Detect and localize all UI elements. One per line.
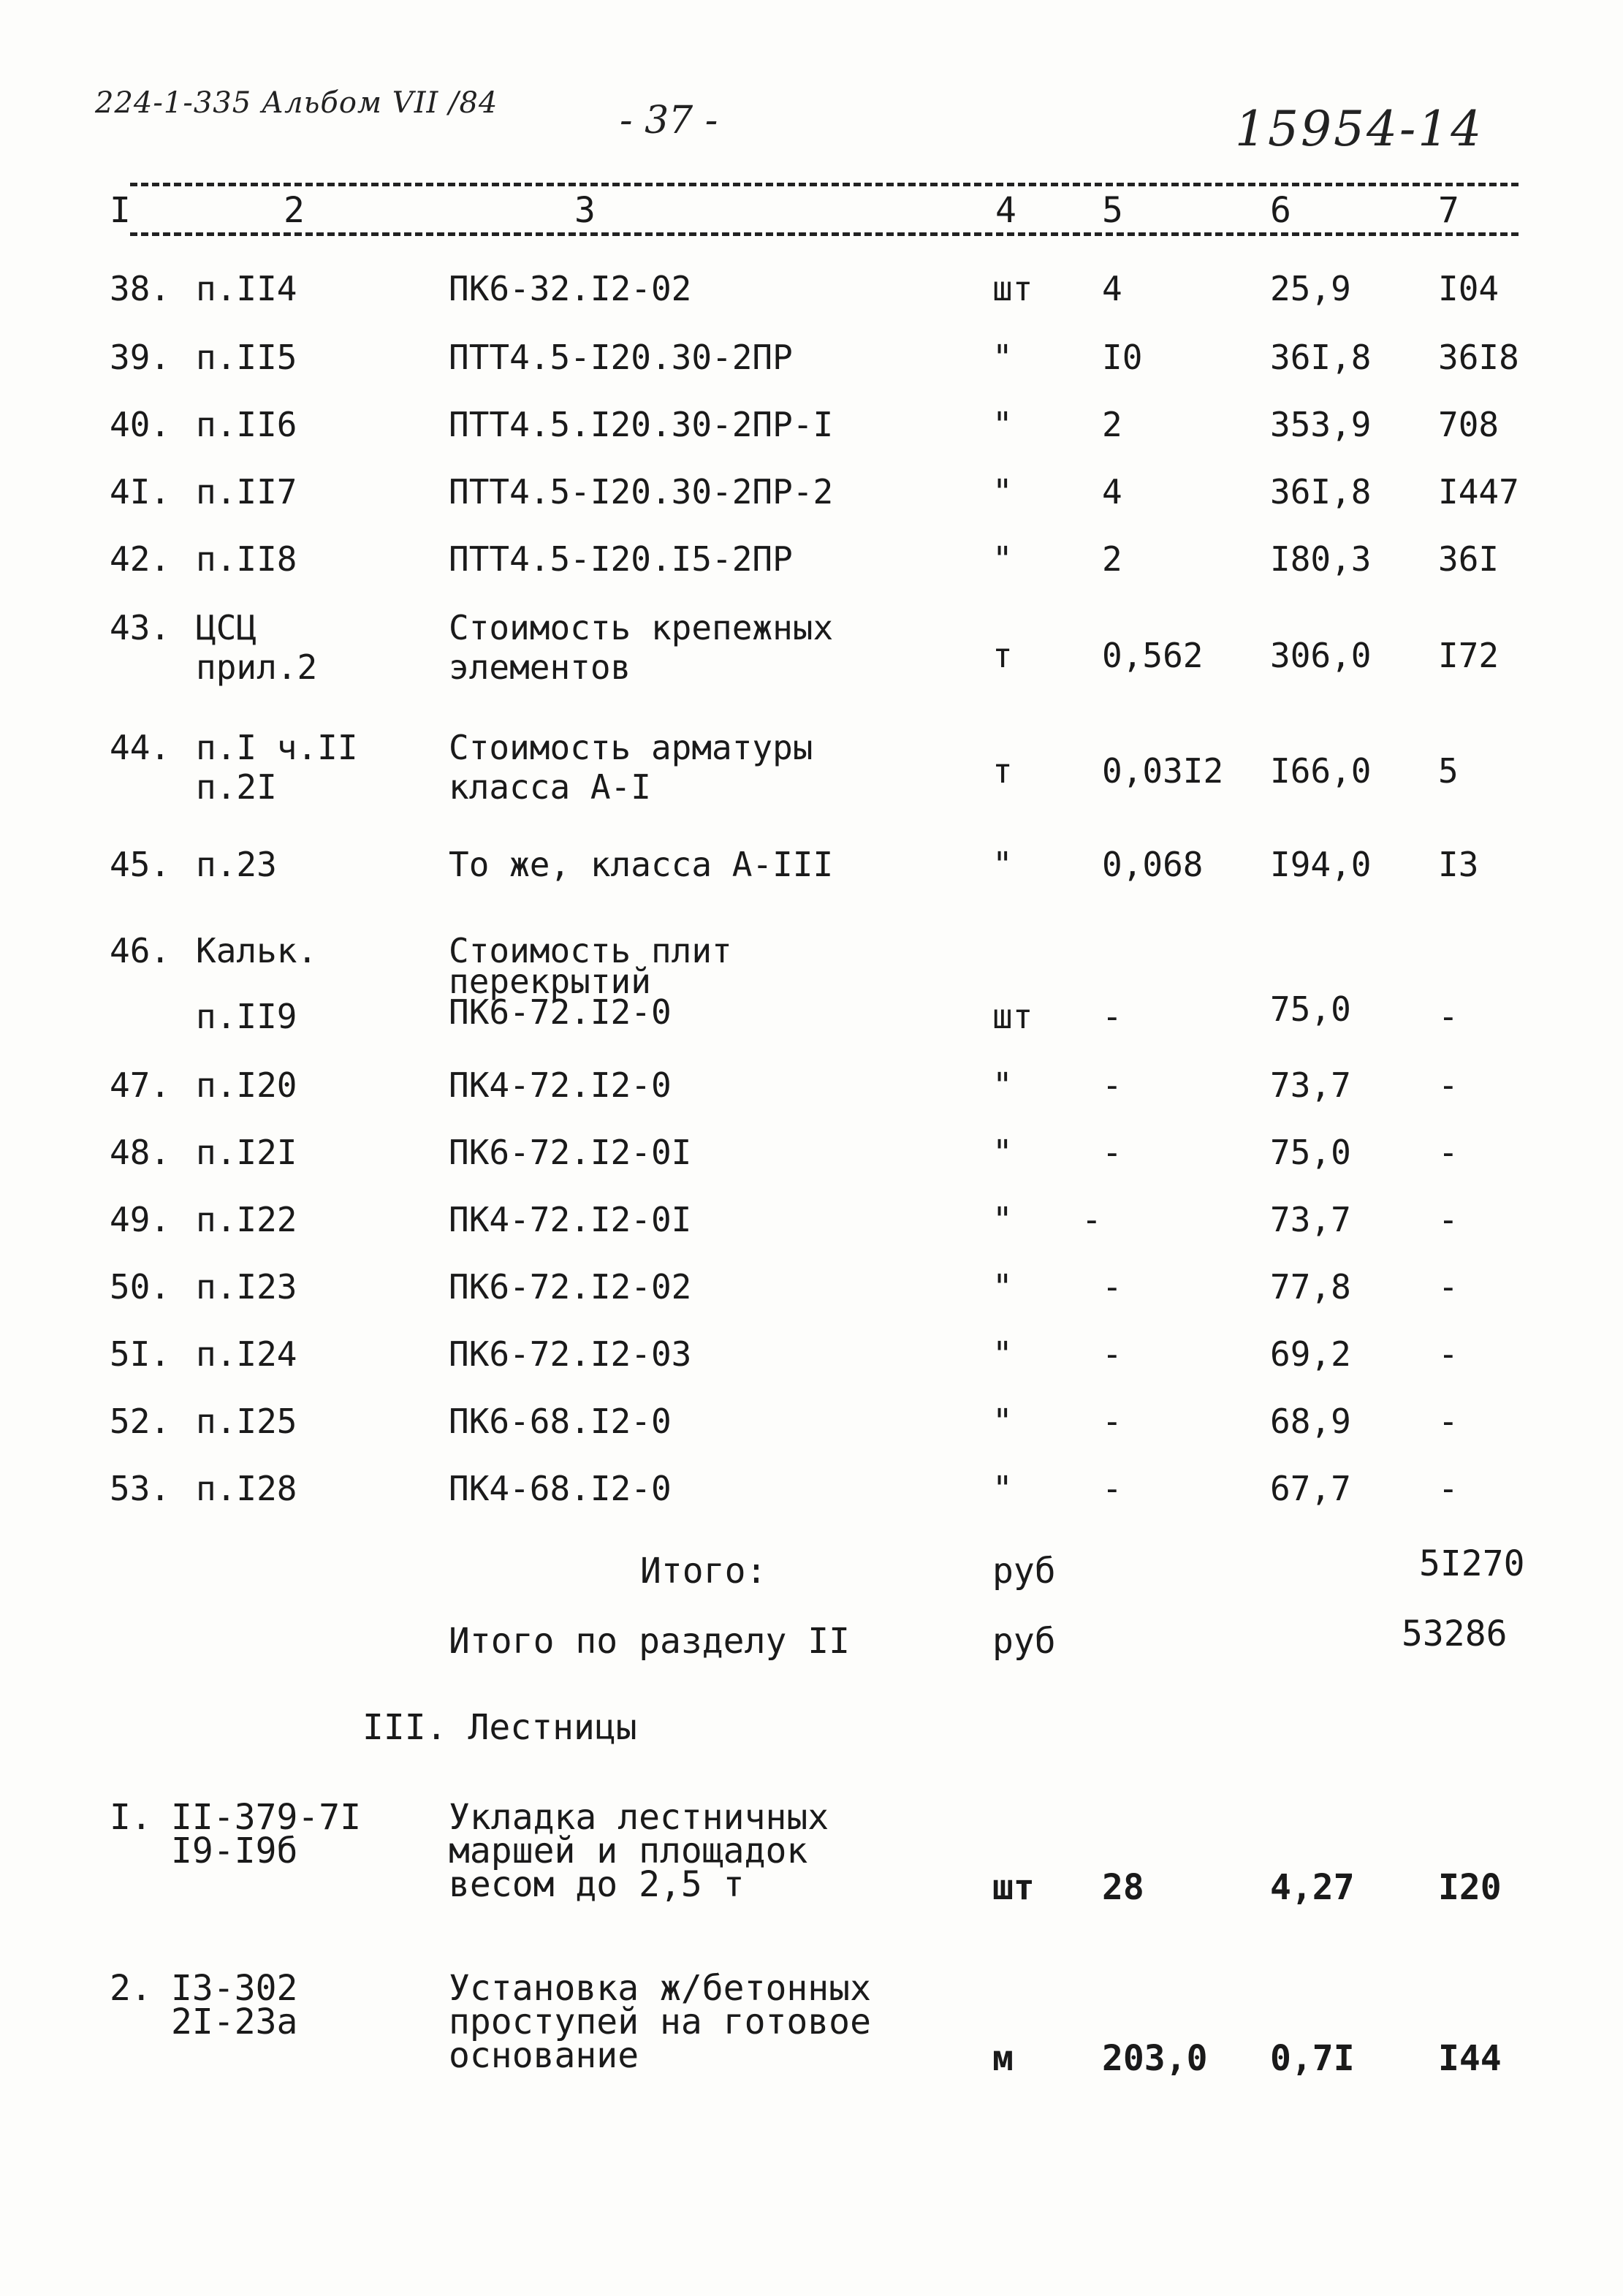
row-total: I72 bbox=[1438, 636, 1500, 675]
row-price: 67,7 bbox=[1270, 1469, 1351, 1508]
row-quantity: - bbox=[1102, 1133, 1122, 1172]
row-name: Стоимость плит перекрытий ПК6-72.I2-0 bbox=[449, 931, 732, 1032]
row-total: 5 bbox=[1438, 751, 1459, 791]
row-number: 49. bbox=[110, 1200, 171, 1239]
column-number-4: 4 bbox=[995, 190, 1016, 231]
row-total: I3 bbox=[1438, 845, 1479, 884]
row-number: 38. bbox=[110, 269, 171, 308]
row-number: 44. bbox=[110, 728, 171, 767]
row-total: 36I bbox=[1438, 539, 1500, 579]
row-name: ПК4-72.I2-0I bbox=[449, 1200, 692, 1239]
row-quantity: 4 bbox=[1102, 269, 1122, 308]
header-rule-bottom bbox=[130, 232, 1519, 236]
row-number: 47. bbox=[110, 1065, 171, 1105]
row-price: 75,0 bbox=[1270, 989, 1351, 1029]
row-name: ПК4-68.I2-0 bbox=[449, 1469, 672, 1508]
page-number: - 37 - bbox=[620, 99, 718, 142]
row-quantity: - bbox=[1102, 1267, 1122, 1307]
row-reference: п.I25 bbox=[196, 1402, 297, 1441]
row-reference: п.II6 bbox=[196, 405, 297, 444]
row-unit: " bbox=[992, 405, 1013, 444]
row-reference: п.I28 bbox=[196, 1469, 297, 1508]
row-quantity: 0,562 bbox=[1102, 636, 1204, 675]
row-total: - bbox=[1438, 1200, 1459, 1239]
row-number: 53. bbox=[110, 1469, 171, 1508]
column-number-5: 5 bbox=[1102, 190, 1123, 231]
row-quantity: - bbox=[1102, 997, 1122, 1036]
row-number: 39. bbox=[110, 338, 171, 377]
row-reference: I3-302 2I-23а bbox=[171, 1968, 298, 2042]
row-unit: " bbox=[992, 1200, 1013, 1239]
row-total: - bbox=[1438, 1133, 1459, 1172]
row-quantity: 28 bbox=[1102, 1867, 1144, 1908]
row-number: 2. bbox=[110, 1968, 152, 2009]
row-quantity: 2 bbox=[1102, 405, 1122, 444]
row-price: 36I,8 bbox=[1270, 338, 1372, 377]
row-quantity: 0,03I2 bbox=[1102, 751, 1224, 791]
row-number: 45. bbox=[110, 845, 171, 884]
row-quantity: - bbox=[1102, 1334, 1122, 1374]
row-total: I20 bbox=[1438, 1867, 1502, 1908]
row-total: I44 bbox=[1438, 2038, 1502, 2079]
row-total: I04 bbox=[1438, 269, 1500, 308]
row-number: 43. bbox=[110, 608, 171, 647]
row-name: ПТТ4.5-I20.I5-2ПР bbox=[449, 539, 793, 579]
row-name: ПТТ4.5-I20.30-2ПР bbox=[449, 338, 793, 377]
row-total: - bbox=[1438, 1469, 1459, 1508]
row-quantity: - bbox=[1082, 1200, 1102, 1239]
row-price: I66,0 bbox=[1270, 751, 1372, 791]
row-reference: Кальк. п.II9 bbox=[196, 931, 318, 1036]
column-number-6: 6 bbox=[1270, 190, 1291, 231]
row-name: Стоимость крепежных элементов bbox=[449, 608, 834, 687]
row-reference: п.23 bbox=[196, 845, 277, 884]
row-reference: п.II4 bbox=[196, 269, 297, 308]
row-unit: " bbox=[992, 1133, 1013, 1172]
row-unit: " bbox=[992, 1469, 1013, 1508]
section-total-label: Итого по разделу II bbox=[449, 1621, 851, 1662]
row-price: 68,9 bbox=[1270, 1402, 1351, 1441]
row-reference: п.I24 bbox=[196, 1334, 297, 1374]
row-unit: т bbox=[992, 751, 1013, 791]
row-total: 708 bbox=[1438, 405, 1500, 444]
row-price: 73,7 bbox=[1270, 1200, 1351, 1239]
row-quantity: - bbox=[1102, 1469, 1122, 1508]
row-unit: " bbox=[992, 1334, 1013, 1374]
column-number-2: 2 bbox=[284, 190, 305, 231]
row-unit: " bbox=[992, 539, 1013, 579]
row-quantity: - bbox=[1102, 1402, 1122, 1441]
subtotal-unit: руб bbox=[992, 1551, 1056, 1592]
row-total: - bbox=[1438, 1267, 1459, 1307]
section-total-unit: руб bbox=[992, 1621, 1056, 1662]
row-total: I447 bbox=[1438, 472, 1519, 512]
row-price: 36I,8 bbox=[1270, 472, 1372, 512]
row-name: ПК4-72.I2-0 bbox=[449, 1065, 672, 1105]
row-price: 25,9 bbox=[1270, 269, 1351, 308]
row-reference: п.I23 bbox=[196, 1267, 297, 1307]
row-number: 50. bbox=[110, 1267, 171, 1307]
row-price: 353,9 bbox=[1270, 405, 1372, 444]
row-quantity: 203,0 bbox=[1102, 2038, 1208, 2079]
row-quantity: 4 bbox=[1102, 472, 1122, 512]
column-number-1: I bbox=[110, 190, 131, 231]
document-code: 15954-14 bbox=[1235, 101, 1484, 157]
row-unit: т bbox=[992, 636, 1013, 675]
row-name: Установка ж/бетонных проступей на готовое основание bbox=[449, 1968, 871, 2076]
row-reference: п.I20 bbox=[196, 1065, 297, 1105]
row-quantity: - bbox=[1102, 1065, 1122, 1105]
row-price: 69,2 bbox=[1270, 1334, 1351, 1374]
row-quantity: 2 bbox=[1102, 539, 1122, 579]
row-number: 40. bbox=[110, 405, 171, 444]
row-unit: " bbox=[992, 338, 1013, 377]
row-total: - bbox=[1438, 1334, 1459, 1374]
row-unit: " bbox=[992, 1065, 1013, 1105]
row-price: 77,8 bbox=[1270, 1267, 1351, 1307]
row-number: I. bbox=[110, 1797, 152, 1838]
row-unit: " bbox=[992, 1267, 1013, 1307]
row-unit: м bbox=[992, 2038, 1014, 2079]
row-reference: II-379-7I I9-I9б bbox=[171, 1797, 362, 1871]
row-price: 75,0 bbox=[1270, 1133, 1351, 1172]
row-total: 36I8 bbox=[1438, 338, 1519, 377]
row-price: 0,7I bbox=[1270, 2038, 1355, 2079]
row-reference: п.I2I bbox=[196, 1133, 297, 1172]
row-price: I94,0 bbox=[1270, 845, 1372, 884]
row-name: ПК6-32.I2-02 bbox=[449, 269, 692, 308]
archive-stamp: 224-1-335 Альбом VII /84 bbox=[95, 86, 498, 120]
row-total: - bbox=[1438, 997, 1459, 1036]
row-name: То же, класса А-III bbox=[449, 845, 834, 884]
row-total: - bbox=[1438, 1402, 1459, 1441]
row-number: 48. bbox=[110, 1133, 171, 1172]
row-number: 5I. bbox=[110, 1334, 171, 1374]
row-reference: п.II7 bbox=[196, 472, 297, 512]
row-price: 4,27 bbox=[1270, 1867, 1355, 1908]
row-reference: ЦСЦ прил.2 bbox=[196, 608, 318, 687]
row-name: ПК6-72.I2-02 bbox=[449, 1267, 692, 1307]
row-quantity: I0 bbox=[1102, 338, 1143, 377]
row-reference: п.I ч.II п.2I bbox=[196, 728, 358, 807]
row-name: Укладка лестничных маршей и площадок весом до 2,5 т bbox=[449, 1797, 829, 1905]
row-unit: шт bbox=[992, 997, 1033, 1036]
row-unit: шт bbox=[992, 1867, 1035, 1908]
row-reference: п.I22 bbox=[196, 1200, 297, 1239]
row-unit: шт bbox=[992, 269, 1033, 308]
column-number-7: 7 bbox=[1438, 190, 1459, 231]
subtotal-value: 5I270 bbox=[1419, 1543, 1525, 1584]
row-unit: " bbox=[992, 1402, 1013, 1441]
row-price: 306,0 bbox=[1270, 636, 1372, 675]
row-number: 46. bbox=[110, 931, 171, 970]
row-name: ПТТ4.5-I20.30-2ПР-2 bbox=[449, 472, 834, 512]
row-price: I80,3 bbox=[1270, 539, 1372, 579]
header-rule-top bbox=[130, 183, 1519, 186]
row-price: 73,7 bbox=[1270, 1065, 1351, 1105]
row-name: Стоимость арматуры класса А-I bbox=[449, 728, 813, 807]
column-number-3: 3 bbox=[574, 190, 596, 231]
row-total: - bbox=[1438, 1065, 1459, 1105]
row-name: ПТТ4.5.I20.30-2ПР-I bbox=[449, 405, 834, 444]
row-number: 52. bbox=[110, 1402, 171, 1441]
section-title: III. Лестницы bbox=[362, 1707, 637, 1748]
row-number: 42. bbox=[110, 539, 171, 579]
row-name: ПК6-72.I2-0I bbox=[449, 1133, 692, 1172]
row-reference: п.II5 bbox=[196, 338, 297, 377]
subtotal-label: Итого: bbox=[640, 1551, 767, 1592]
row-reference: п.II8 bbox=[196, 539, 297, 579]
row-number: 4I. bbox=[110, 472, 171, 512]
row-unit: " bbox=[992, 845, 1013, 884]
row-name: ПК6-68.I2-0 bbox=[449, 1402, 672, 1441]
row-quantity: 0,068 bbox=[1102, 845, 1204, 884]
row-unit: " bbox=[992, 472, 1013, 512]
row-name: ПК6-72.I2-03 bbox=[449, 1334, 692, 1374]
section-total-value: 53286 bbox=[1402, 1613, 1508, 1654]
